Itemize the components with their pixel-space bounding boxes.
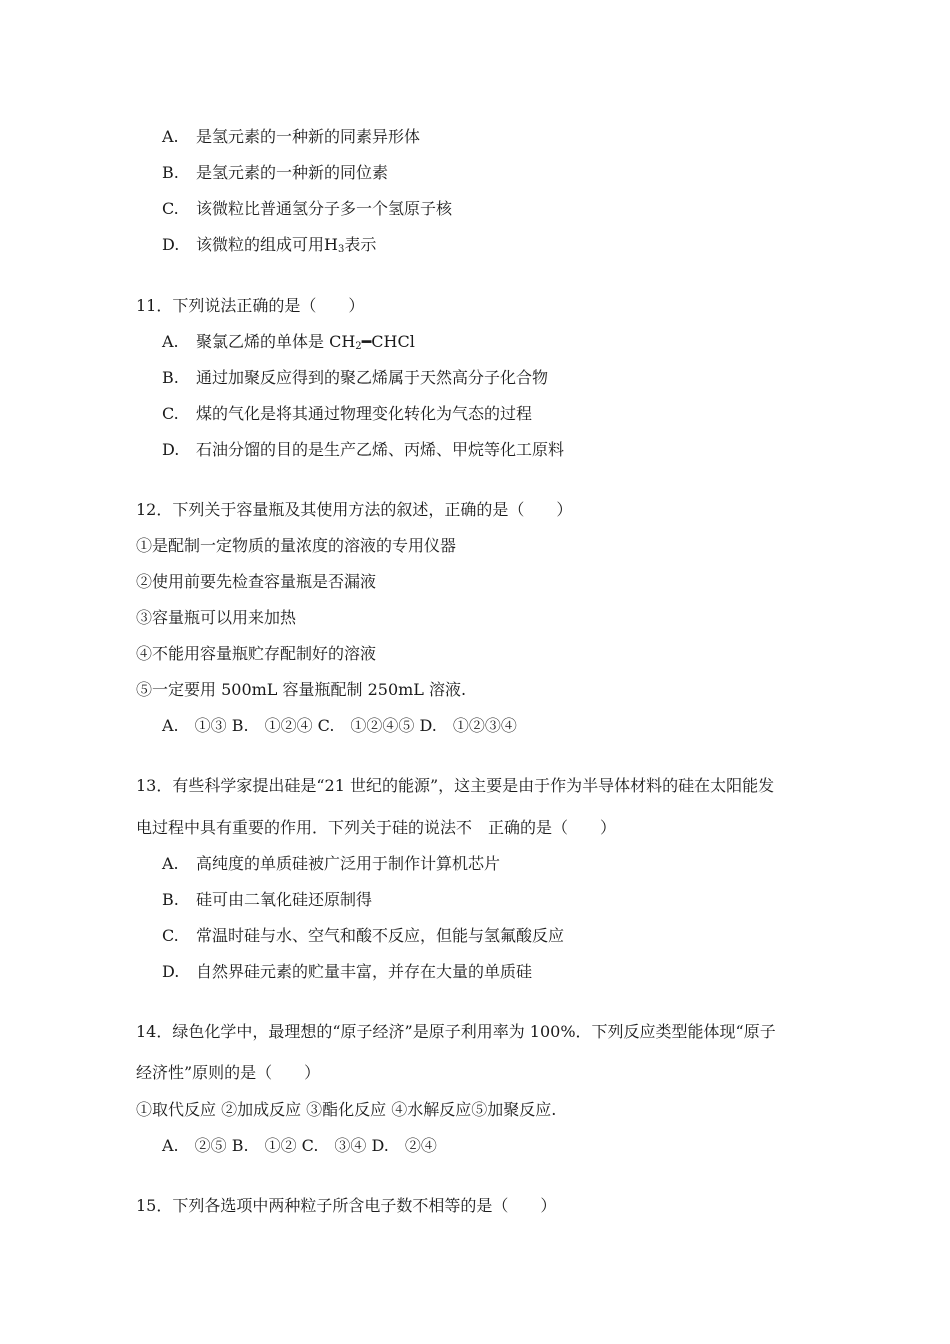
q10-option-d <box>162 235 376 255</box>
option-text: 该微粒的组成可用 <box>196 235 325 254</box>
q11-option-a <box>162 332 415 352</box>
option-text: 该微粒比普通氢分子多一个氢原子核 <box>196 199 453 218</box>
formula: H <box>324 235 338 254</box>
q12-item-5: ⑤一定要用 500mL 容量瓶配制 250mL 溶液. <box>136 680 467 699</box>
option-letter: C. <box>162 926 179 945</box>
option-letter: C. <box>162 404 179 423</box>
q12-item-2: ②使用前要先检查容量瓶是否漏液 <box>136 572 377 591</box>
q13-stem-line2: 电过程中具有重要的作用．下列关于硅的说法不 正确的是（ ） <box>136 818 617 837</box>
option-letter: D. <box>162 235 180 254</box>
q12-choices: A. ①③ B. ①②④ C. ①②④⑤ D. ①②③④ <box>162 716 517 735</box>
option-text: 通过加聚反应得到的聚乙烯属于天然高分子化合物 <box>196 368 549 387</box>
q11-option-d <box>162 440 564 460</box>
option-letter: D. <box>162 962 180 981</box>
q12-item-4: ④不能用容量瓶贮存配制好的溶液 <box>136 644 377 663</box>
option-text-tail: 表示 <box>344 235 377 254</box>
option-letter: A. <box>162 127 179 146</box>
option-letter: C. <box>162 199 179 218</box>
q11-option-c <box>162 404 532 424</box>
q13-option-a <box>162 854 500 874</box>
q14-stem-line2: 经济性”原则的是（ ） <box>136 1063 321 1082</box>
q15-stem: 15．下列各选项中两种粒子所含电子数不相等的是（ ） <box>136 1196 557 1215</box>
q10-option-a <box>162 127 420 147</box>
q10-option-c <box>162 199 452 219</box>
q12-stem: 12．下列关于容量瓶及其使用方法的叙述，正确的是（ ） <box>136 500 573 519</box>
q14-items: ①取代反应 ②加成反应 ③酯化反应 ④水解反应⑤加聚反应. <box>136 1100 557 1119</box>
q11-stem: 11．下列说法正确的是（ ） <box>136 296 365 315</box>
q12-item-3: ③容量瓶可以用来加热 <box>136 608 297 627</box>
q12-item-1: ①是配制一定物质的量浓度的溶液的专用仪器 <box>136 536 457 555</box>
option-letter: A. <box>162 854 179 873</box>
q13-option-b <box>162 890 372 910</box>
option-text: 聚氯乙烯的单体是 CH <box>196 332 356 351</box>
option-letter: B. <box>162 368 179 387</box>
option-letter: B. <box>162 163 179 182</box>
q11-option-b <box>162 368 548 388</box>
option-text: 高纯度的单质硅被广泛用于制作计算机芯片 <box>196 854 501 873</box>
option-letter: D. <box>162 440 180 459</box>
q13-stem-line1: 13．有些科学家提出硅是“21 世纪的能源”，这主要是由于作为半导体材料的硅在太阳能发 <box>136 776 775 795</box>
option-text: 自然界硅元素的贮量丰富，并存在大量的单质硅 <box>196 962 533 981</box>
option-letter: A. <box>162 332 179 351</box>
option-text: 煤的气化是将其通过物理变化转化为气态的过程 <box>196 404 533 423</box>
option-text: 石油分馏的目的是生产乙烯、丙烯、甲烷等化工原料 <box>196 440 565 459</box>
q14-stem-line1: 14．绿色化学中，最理想的“原子经济”是原子利用率为 100%．下列反应类型能体现“原子 <box>136 1022 776 1041</box>
option-text: 常温时硅与水、空气和酸不反应，但能与氢氟酸反应 <box>196 926 565 945</box>
option-letter: B. <box>162 890 179 909</box>
q13-option-d <box>162 962 532 982</box>
option-text: 硅可由二氧化硅还原制得 <box>196 890 373 909</box>
formula-subscript: 3 <box>337 244 345 255</box>
option-text: 是氢元素的一种新的同素异形体 <box>196 127 421 146</box>
q14-choices: A. ②⑤ B. ①② C. ③④ D. ②④ <box>162 1136 437 1155</box>
option-text: 是氢元素的一种新的同位素 <box>196 163 389 182</box>
formula-subscript: 2 <box>355 341 362 352</box>
q13-option-c <box>162 926 564 946</box>
q10-option-b <box>162 163 388 183</box>
option-text-tail: ━CHCl <box>361 332 415 351</box>
